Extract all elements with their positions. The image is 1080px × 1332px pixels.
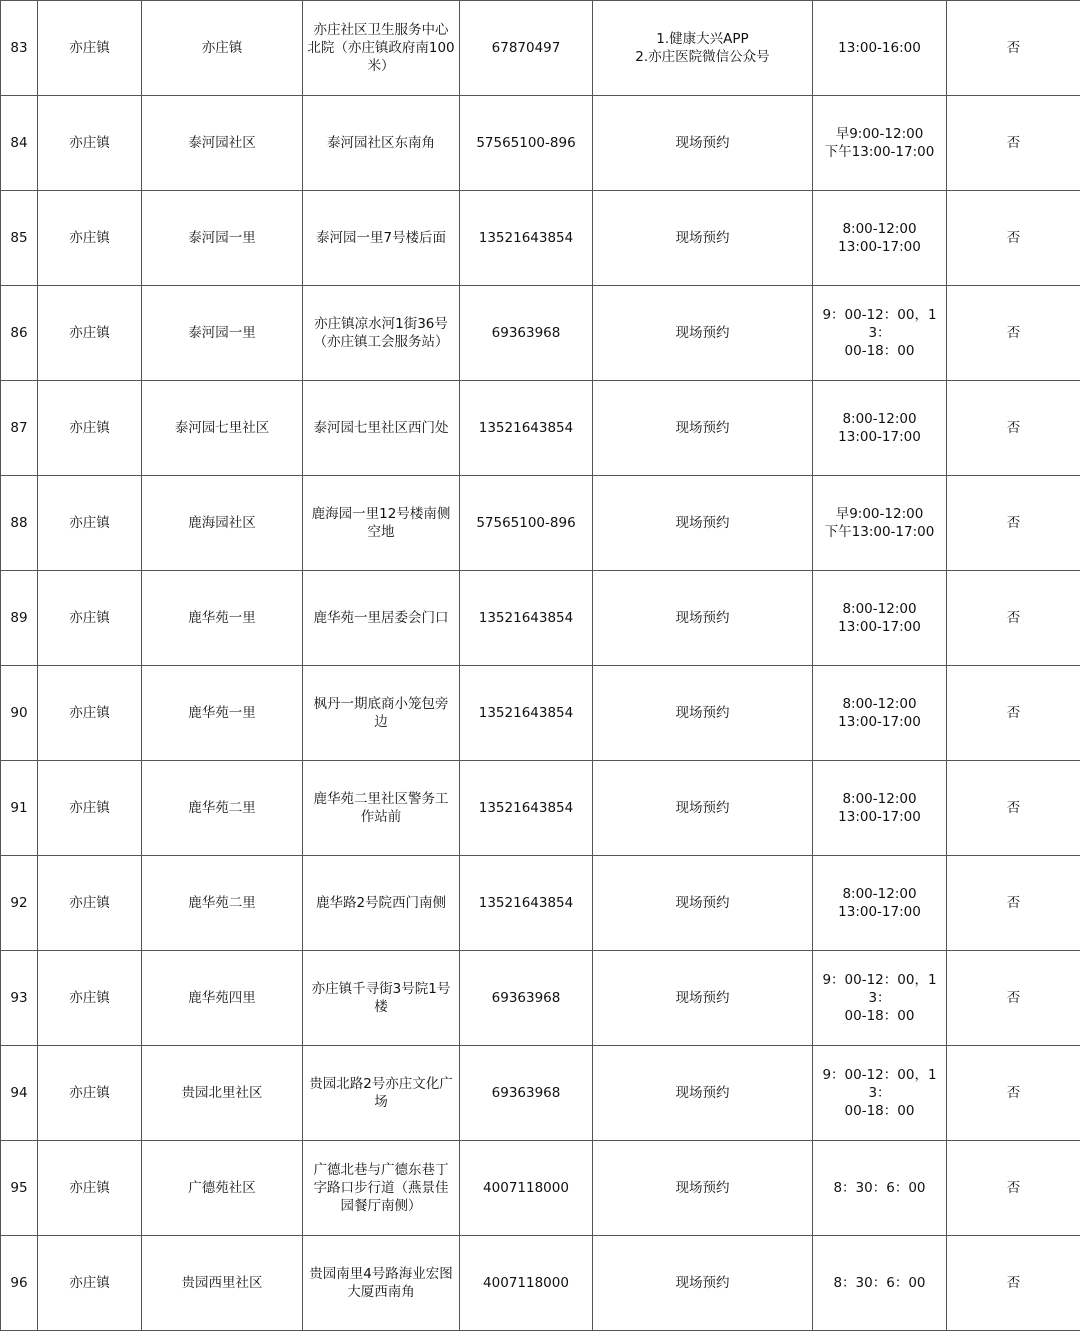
cell-booking-method (593, 1, 813, 96)
cell-address (303, 476, 460, 571)
cell-town: 亦庄镇 (38, 1, 142, 96)
cell-address (303, 666, 460, 761)
cell-flag: 否 (947, 1236, 1080, 1331)
cell-booking-method-line: 现场预约 (675, 1180, 730, 1196)
cell-booking-method-line: 现场预约 (675, 135, 730, 151)
cell-town: 亦庄镇 (38, 571, 142, 666)
cell-community: 贵园北里社区 (142, 1046, 303, 1141)
cell-number: 90 (1, 666, 38, 761)
cell-service-time-line: 8：30：6：00 (833, 1275, 926, 1291)
cell-service-time (813, 1141, 947, 1236)
cell-booking-method-line: 现场预约 (675, 895, 730, 911)
cell-phone: 13521643854 (460, 571, 593, 666)
cell-address-line: （亦庄镇工会服务站） (313, 334, 449, 350)
cell-booking-method-line: 现场预约 (675, 990, 730, 1006)
cell-service-time-line: 13:00-16:00 (838, 40, 921, 56)
cell-flag: 否 (947, 1046, 1080, 1141)
table-row (1, 96, 1080, 191)
cell-address-line: 贵园南里4号路海业宏图 (309, 1266, 453, 1282)
cell-phone: 13521643854 (460, 666, 593, 761)
cell-service-time-line: 8:00-12:00 (842, 601, 917, 617)
cell-service-time (813, 666, 947, 761)
table-row (1, 476, 1080, 571)
cell-phone: 69363968 (460, 951, 593, 1046)
cell-town: 亦庄镇 (38, 96, 142, 191)
cell-address (303, 191, 460, 286)
cell-flag: 否 (947, 856, 1080, 951)
cell-town: 亦庄镇 (38, 381, 142, 476)
cell-community: 鹿华苑一里 (142, 666, 303, 761)
cell-town: 亦庄镇 (38, 1046, 142, 1141)
cell-address-line: 边 (374, 714, 388, 730)
cell-phone: 4007118000 (460, 1141, 593, 1236)
cell-service-time-line: 8:00-12:00 (842, 791, 917, 807)
cell-service-time (813, 571, 947, 666)
cell-address (303, 761, 460, 856)
cell-booking-method (593, 571, 813, 666)
table-body (1, 1, 1080, 1331)
cell-community: 鹿华苑二里 (142, 761, 303, 856)
cell-booking-method (593, 286, 813, 381)
cell-service-time-line: 9：00-12：00，13： (822, 307, 937, 341)
table-row (1, 1236, 1080, 1331)
cell-booking-method (593, 761, 813, 856)
cell-booking-method-line: 1.健康大兴APP (656, 31, 749, 47)
cell-community: 贵园西里社区 (142, 1236, 303, 1331)
cell-address-line: 鹿华苑二里社区警务工 (313, 791, 449, 807)
table-row (1, 761, 1080, 856)
cell-service-time-line: 13:00-17:00 (838, 429, 921, 445)
cell-service-time-line: 8:00-12:00 (842, 696, 917, 712)
cell-booking-method (593, 1046, 813, 1141)
cell-community: 鹿华苑二里 (142, 856, 303, 951)
cell-address-line: 广德北巷与广德东巷丁 (313, 1162, 449, 1178)
cell-service-time-line: 00-18：00 (844, 343, 915, 359)
cell-service-time (813, 951, 947, 1046)
cell-booking-method-line: 现场预约 (675, 1275, 730, 1291)
cell-phone: 57565100-896 (460, 96, 593, 191)
cell-address-line: 枫丹一期底商小笼包旁 (313, 696, 449, 712)
cell-service-time-line: 下午13:00-17:00 (824, 524, 935, 540)
cell-town: 亦庄镇 (38, 191, 142, 286)
cell-address-line: 楼 (374, 999, 388, 1015)
table-row (1, 571, 1080, 666)
table-row (1, 1046, 1080, 1141)
cell-community: 鹿海园社区 (142, 476, 303, 571)
cell-flag: 否 (947, 381, 1080, 476)
cell-number: 95 (1, 1141, 38, 1236)
cell-service-time (813, 1, 947, 96)
cell-community: 亦庄镇 (142, 1, 303, 96)
cell-booking-method-line: 现场预约 (675, 1085, 730, 1101)
cell-booking-method-line: 现场预约 (675, 610, 730, 626)
cell-booking-method (593, 1141, 813, 1236)
cell-service-time-line: 早9:00-12:00 (835, 506, 924, 522)
cell-service-time-line: 9：00-12：00，13： (822, 972, 937, 1006)
cell-booking-method (593, 476, 813, 571)
cell-service-time-line: 8:00-12:00 (842, 886, 917, 902)
cell-flag: 否 (947, 476, 1080, 571)
cell-address-line: 贵园北路2号亦庄文化广 (309, 1076, 453, 1092)
cell-service-time (813, 761, 947, 856)
cell-booking-method (593, 856, 813, 951)
cell-phone: 13521643854 (460, 381, 593, 476)
cell-address-line: 泰河园七里社区西门处 (313, 420, 449, 436)
cell-flag: 否 (947, 96, 1080, 191)
cell-service-time (813, 476, 947, 571)
cell-address-line: 园餐厅南侧） (340, 1198, 422, 1214)
cell-address (303, 1236, 460, 1331)
cell-address (303, 1141, 460, 1236)
cell-town: 亦庄镇 (38, 286, 142, 381)
cell-address (303, 856, 460, 951)
cell-number: 86 (1, 286, 38, 381)
cell-service-time-line: 00-18：00 (844, 1103, 915, 1119)
cell-address-line: 鹿华路2号院西门南侧 (315, 895, 447, 911)
cell-service-time-line: 下午13:00-17:00 (824, 144, 935, 160)
cell-phone: 57565100-896 (460, 476, 593, 571)
cell-service-time-line: 8:00-12:00 (842, 411, 917, 427)
cell-service-time-line: 13:00-17:00 (838, 809, 921, 825)
table-row (1, 286, 1080, 381)
cell-town: 亦庄镇 (38, 476, 142, 571)
cell-service-time (813, 1236, 947, 1331)
cell-number: 88 (1, 476, 38, 571)
cell-flag: 否 (947, 951, 1080, 1046)
cell-phone: 67870497 (460, 1, 593, 96)
cell-address-line: 米） (367, 58, 395, 74)
cell-address-line: 泰河园一里7号楼后面 (315, 230, 447, 246)
cell-flag: 否 (947, 191, 1080, 286)
cell-address-line: 泰河园社区东南角 (327, 135, 435, 151)
cell-address-line: 空地 (367, 524, 395, 540)
cell-number: 89 (1, 571, 38, 666)
cell-service-time-line: 13:00-17:00 (838, 904, 921, 920)
cell-phone: 13521643854 (460, 191, 593, 286)
cell-service-time (813, 856, 947, 951)
cell-service-time (813, 381, 947, 476)
cell-number: 92 (1, 856, 38, 951)
cell-booking-method (593, 951, 813, 1046)
cell-booking-method-line: 现场预约 (675, 325, 730, 341)
cell-address-line: 亦庄社区卫生服务中心 (313, 22, 449, 38)
cell-address-line: 鹿华苑一里居委会门口 (313, 610, 449, 626)
cell-address-line: 北院（亦庄镇政府南100 (307, 40, 455, 56)
cell-service-time-line: 13:00-17:00 (838, 239, 921, 255)
cell-service-time (813, 286, 947, 381)
cell-service-time-line: 13:00-17:00 (838, 619, 921, 635)
cell-community: 广德苑社区 (142, 1141, 303, 1236)
cell-community: 鹿华苑四里 (142, 951, 303, 1046)
cell-address-line: 作站前 (360, 809, 402, 825)
cell-community: 泰河园七里社区 (142, 381, 303, 476)
cell-address (303, 571, 460, 666)
cell-booking-method (593, 96, 813, 191)
cell-phone: 69363968 (460, 1046, 593, 1141)
cell-number: 93 (1, 951, 38, 1046)
table-row (1, 856, 1080, 951)
cell-flag: 否 (947, 286, 1080, 381)
cell-town: 亦庄镇 (38, 951, 142, 1046)
table-row (1, 1141, 1080, 1236)
cell-service-time-line: 8:00-12:00 (842, 221, 917, 237)
cell-town: 亦庄镇 (38, 761, 142, 856)
cell-booking-method-line: 现场预约 (675, 705, 730, 721)
cell-address-line: 场 (374, 1094, 388, 1110)
table-row (1, 951, 1080, 1046)
table-row (1, 381, 1080, 476)
cell-phone: 13521643854 (460, 856, 593, 951)
cell-booking-method (593, 1236, 813, 1331)
cell-address (303, 1046, 460, 1141)
cell-town: 亦庄镇 (38, 1236, 142, 1331)
cell-service-time (813, 96, 947, 191)
cell-flag: 否 (947, 571, 1080, 666)
cell-number: 87 (1, 381, 38, 476)
cell-address (303, 1, 460, 96)
cell-phone: 13521643854 (460, 761, 593, 856)
cell-community: 泰河园一里 (142, 286, 303, 381)
cell-booking-method (593, 191, 813, 286)
cell-service-time (813, 1046, 947, 1141)
cell-booking-method-line: 现场预约 (675, 230, 730, 246)
table-row (1, 666, 1080, 761)
cell-number: 83 (1, 1, 38, 96)
cell-flag: 否 (947, 1, 1080, 96)
cell-service-time (813, 191, 947, 286)
cell-flag: 否 (947, 761, 1080, 856)
cell-number: 96 (1, 1236, 38, 1331)
cell-flag: 否 (947, 1141, 1080, 1236)
cell-address-line: 大厦西南角 (347, 1284, 415, 1300)
cell-address-line: 鹿海园一里12号楼南侧 (311, 506, 451, 522)
cell-number: 91 (1, 761, 38, 856)
cell-town: 亦庄镇 (38, 666, 142, 761)
cell-phone: 69363968 (460, 286, 593, 381)
cell-booking-method-line: 现场预约 (675, 515, 730, 531)
cell-town: 亦庄镇 (38, 856, 142, 951)
cell-number: 94 (1, 1046, 38, 1141)
cell-community: 泰河园社区 (142, 96, 303, 191)
cell-address (303, 381, 460, 476)
cell-address-line: 亦庄镇凉水河1街36号 (314, 316, 448, 332)
cell-phone: 4007118000 (460, 1236, 593, 1331)
cell-service-time-line: 13:00-17:00 (838, 714, 921, 730)
cell-booking-method-line: 现场预约 (675, 800, 730, 816)
table-row (1, 191, 1080, 286)
table-row (1, 1, 1080, 96)
cell-community: 鹿华苑一里 (142, 571, 303, 666)
cell-booking-method (593, 381, 813, 476)
cell-number: 84 (1, 96, 38, 191)
cell-service-time-line: 9：00-12：00，13： (822, 1067, 937, 1101)
cell-community: 泰河园一里 (142, 191, 303, 286)
cell-address-line: 字路口步行道（燕景佳 (313, 1180, 449, 1196)
cell-service-time-line: 早9:00-12:00 (835, 126, 924, 142)
cell-booking-method (593, 666, 813, 761)
cell-number: 85 (1, 191, 38, 286)
cell-service-time-line: 00-18：00 (844, 1008, 915, 1024)
cell-flag: 否 (947, 666, 1080, 761)
cell-address (303, 286, 460, 381)
cell-booking-method-line: 2.亦庄医院微信公众号 (635, 49, 770, 65)
cell-address (303, 96, 460, 191)
cell-service-time-line: 8：30：6：00 (833, 1180, 926, 1196)
cell-address (303, 951, 460, 1046)
cell-address-line: 亦庄镇千寻街3号院1号 (311, 981, 451, 997)
cell-town: 亦庄镇 (38, 1141, 142, 1236)
cell-booking-method-line: 现场预约 (675, 420, 730, 436)
